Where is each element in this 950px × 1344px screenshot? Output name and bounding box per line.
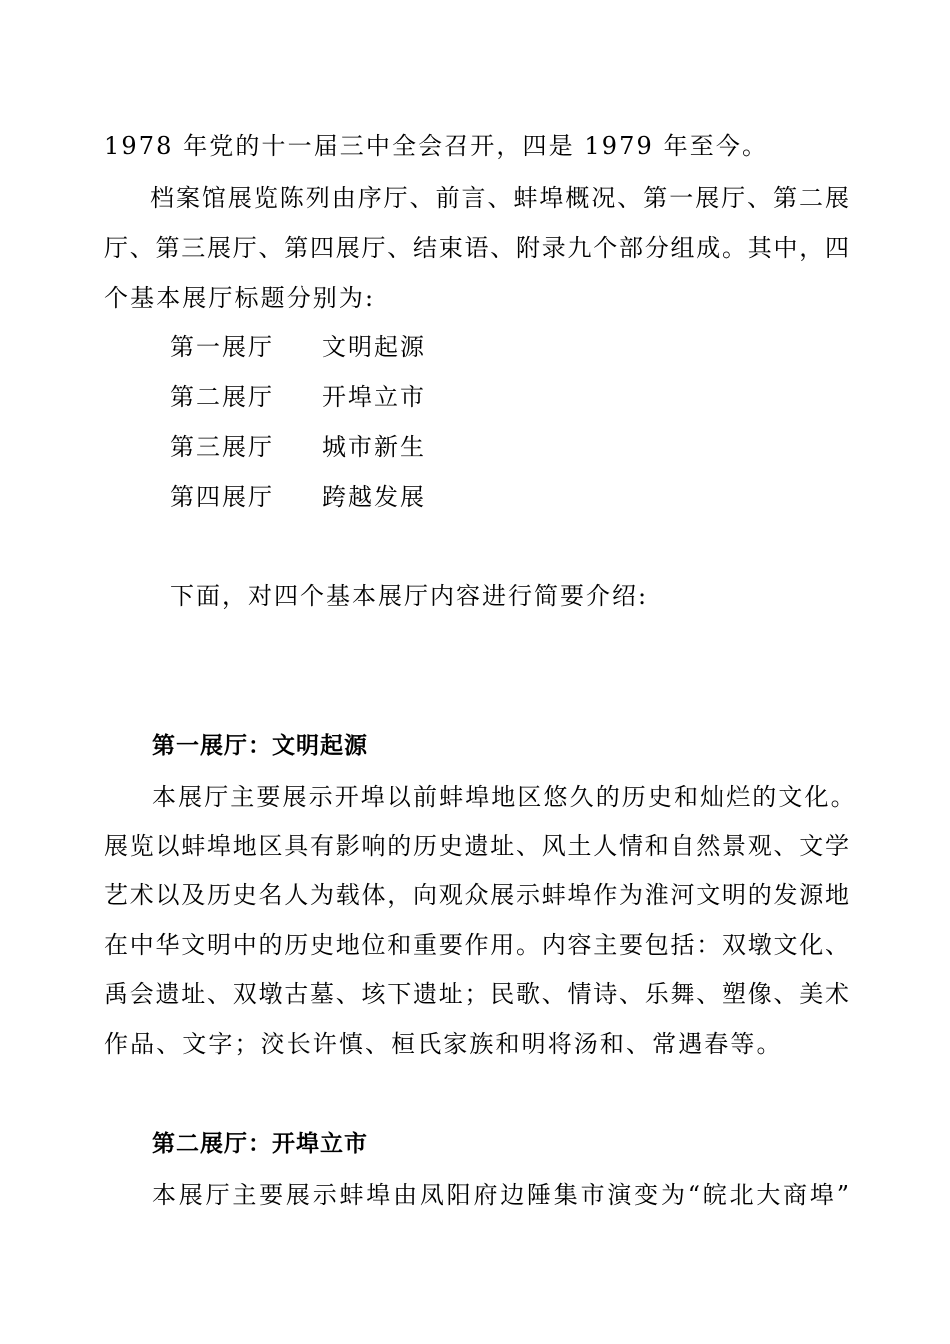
section-body-line: 在中华文明中的历史地位和重要作用。内容主要包括：双墩文化、 — [104, 931, 849, 959]
section-heading: 第二展厅：开埠立市 — [152, 1131, 368, 1157]
hall-number: 第四展厅 — [170, 483, 274, 511]
section-body-line: 展览以蚌埠地区具有影响的历史遗址、风土人情和自然景观、文学 — [104, 832, 849, 860]
hall-title: 跨越发展 — [322, 483, 426, 511]
hall-title: 开埠立市 — [322, 383, 426, 411]
intro-paragraph-line: 厅、第三展厅、第四展厅、结束语、附录九个部分组成。其中，四 — [104, 234, 849, 262]
hall-number: 第一展厅 — [170, 333, 274, 361]
hall-title: 城市新生 — [322, 433, 426, 461]
intro-paragraph-line: 个基本展厅标题分别为: — [104, 284, 376, 312]
section-body-line: 禹会遗址、双墩古墓、垓下遗址；民歌、情诗、乐舞、塑像、美术 — [104, 980, 849, 1008]
hall-number: 第三展厅 — [170, 433, 274, 461]
hall-title: 文明起源 — [322, 333, 426, 361]
section-body-line: 艺术以及历史名人为载体，向观众展示蚌埠作为淮河文明的发源地 — [104, 881, 849, 909]
intro-paragraph-line: 档案馆展览陈列由序厅、前言、蚌埠概况、第一展厅、第二展 — [150, 184, 849, 212]
section-body-line: 本展厅主要展示开埠以前蚌埠地区悠久的历史和灿烂的文化。 — [152, 783, 857, 811]
section-heading: 第一展厅：文明起源 — [152, 733, 368, 759]
intro-line-1: 1978 年党的十一届三中全会召开，四是 1979 年至今。 — [104, 132, 769, 160]
hall-number: 第二展厅 — [170, 383, 274, 411]
transition-text: 下面，对四个基本展厅内容进行简要介绍: — [170, 582, 649, 610]
section-body-line: 作品、文字；洨长许慎、桓氏家族和明将汤和、常遇春等。 — [104, 1030, 783, 1058]
section-body-line: 本展厅主要展示蚌埠由凤阳府边陲集市演变为“皖北大商埠” — [152, 1181, 849, 1209]
